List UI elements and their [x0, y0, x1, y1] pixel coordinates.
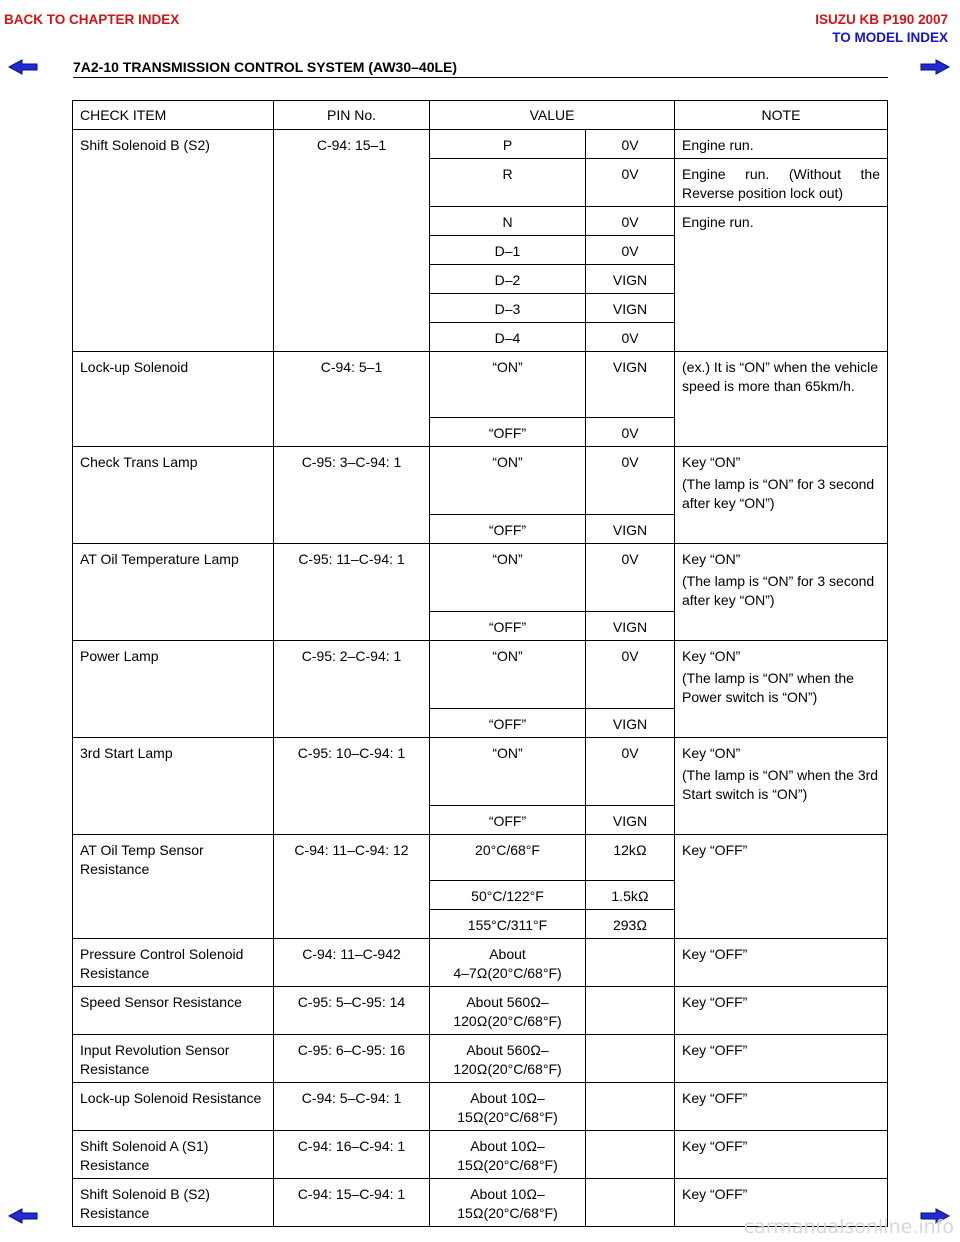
- value-reading: VIGN: [586, 352, 675, 418]
- value-reading: [586, 939, 675, 987]
- check-item: Input Revolution Sensor Resistance: [73, 1035, 274, 1083]
- pin-no: C-94: 5–1: [274, 352, 430, 447]
- value-condition: [430, 987, 586, 1035]
- value-reading: VIGN: [586, 265, 675, 294]
- value-reading: 0V: [586, 641, 675, 709]
- table-row: [73, 130, 888, 159]
- value-condition: [430, 939, 586, 987]
- page-header-title: 7A2-10 TRANSMISSION CONTROL SYSTEM (AW30–40LE): [73, 59, 458, 75]
- table-row: [73, 939, 888, 987]
- value-reading: 0V: [586, 236, 675, 265]
- value-reading: 0V: [586, 207, 675, 236]
- check-item: Shift Solenoid A (S1) Resistance: [73, 1131, 274, 1179]
- value-condition: [430, 1131, 586, 1179]
- note: Key “OFF”: [675, 1083, 888, 1131]
- value-reading: 0V: [586, 323, 675, 352]
- value-condition: “OFF”: [430, 709, 586, 738]
- note-line: Key “ON”: [682, 648, 741, 664]
- value-reading: VIGN: [586, 709, 675, 738]
- value-line: 120Ω(20°C/68°F): [453, 1061, 562, 1077]
- value-line: 15Ω(20°C/68°F): [457, 1109, 558, 1125]
- check-item: 3rd Start Lamp: [73, 738, 274, 835]
- value-condition: [430, 1035, 586, 1083]
- value-line: 15Ω(20°C/68°F): [457, 1157, 558, 1173]
- value-line: 15Ω(20°C/68°F): [457, 1205, 558, 1221]
- value-reading: [586, 1035, 675, 1083]
- value-reading: VIGN: [586, 294, 675, 323]
- value-condition: 155°C/311°F: [430, 910, 586, 939]
- value-reading: 293Ω: [586, 910, 675, 939]
- check-item: Power Lamp: [73, 641, 274, 738]
- check-item: Speed Sensor Resistance: [73, 987, 274, 1035]
- value-reading: [586, 1179, 675, 1227]
- note-line: Key “ON”: [682, 745, 741, 761]
- value-condition: “OFF”: [430, 418, 586, 447]
- value-line: About 10Ω–: [470, 1090, 545, 1106]
- table-row: [73, 641, 888, 709]
- pin-no: C-94: 11–C-942: [274, 939, 430, 987]
- value-condition: [430, 1179, 586, 1227]
- value-condition: [430, 1083, 586, 1131]
- value-condition: D–2: [430, 265, 586, 294]
- pin-no: C-95: 11–C-94: 1: [274, 544, 430, 641]
- watermark: carmanualsonline.info: [743, 1216, 954, 1238]
- value-condition: “ON”: [430, 641, 586, 709]
- note: [675, 544, 888, 641]
- note: Engine run. (Without the Reverse position lock out): [675, 159, 888, 207]
- previous-page-arrow-icon[interactable]: [8, 58, 38, 76]
- note: [675, 447, 888, 544]
- value-line: About 560Ω–: [466, 1042, 549, 1058]
- previous-page-arrow-bottom-icon[interactable]: [8, 1207, 38, 1225]
- next-page-arrow-icon[interactable]: [920, 58, 950, 76]
- check-item: Shift Solenoid B (S2): [73, 130, 274, 352]
- table-row: [73, 544, 888, 612]
- pin-no: C-94: 11–C-94: 12: [274, 835, 430, 939]
- note: Key “OFF”: [675, 1179, 888, 1227]
- table-row: [73, 447, 888, 515]
- value-line: About 560Ω–: [466, 994, 549, 1010]
- check-table: [72, 100, 888, 1227]
- note: Engine run.: [675, 130, 888, 159]
- back-to-chapter-index-link[interactable]: BACK TO CHAPTER INDEX: [4, 12, 180, 27]
- value-line: 120Ω(20°C/68°F): [453, 1013, 562, 1029]
- value-reading: VIGN: [586, 806, 675, 835]
- value-reading: VIGN: [586, 612, 675, 641]
- value-reading: 1.5kΩ: [586, 881, 675, 910]
- note: Key “OFF”: [675, 987, 888, 1035]
- note-detail: (The lamp is “ON” for 3 second after key “ON”): [682, 476, 875, 511]
- value-condition: D–1: [430, 236, 586, 265]
- value-line: About: [489, 946, 526, 962]
- value-reading: [586, 987, 675, 1035]
- check-item: Lock-up Solenoid: [73, 352, 274, 447]
- pin-no: C-95: 3–C-94: 1: [274, 447, 430, 544]
- value-condition: P: [430, 130, 586, 159]
- value-reading: [586, 1083, 675, 1131]
- check-item: Lock-up Solenoid Resistance: [73, 1083, 274, 1131]
- table-row: [73, 1131, 888, 1179]
- value-reading: 0V: [586, 738, 675, 806]
- note: Key “OFF”: [675, 939, 888, 987]
- table-row: [73, 352, 888, 418]
- header-divider: [73, 77, 888, 78]
- column-header-pin: PIN No.: [274, 101, 430, 130]
- note: Key “OFF”: [675, 835, 888, 939]
- pin-no: C-95: 6–C-95: 16: [274, 1035, 430, 1083]
- value-condition: “OFF”: [430, 806, 586, 835]
- table-row: [73, 1035, 888, 1083]
- value-condition: “ON”: [430, 352, 586, 418]
- value-condition: “ON”: [430, 738, 586, 806]
- value-condition: D–3: [430, 294, 586, 323]
- value-condition: R: [430, 159, 586, 207]
- pin-no: C-94: 16–C-94: 1: [274, 1131, 430, 1179]
- value-condition: “OFF”: [430, 612, 586, 641]
- to-model-index-link[interactable]: TO MODEL INDEX: [832, 30, 948, 45]
- value-condition: N: [430, 207, 586, 236]
- column-header-value: VALUE: [430, 101, 675, 130]
- value-reading: 0V: [586, 130, 675, 159]
- column-header-note: NOTE: [675, 101, 888, 130]
- value-reading: 0V: [586, 418, 675, 447]
- pin-no: C-94: 15–C-94: 1: [274, 1179, 430, 1227]
- value-line: About 10Ω–: [470, 1186, 545, 1202]
- note-detail: (The lamp is “ON” when the Power switch is “ON”): [682, 670, 854, 705]
- value-condition: “ON”: [430, 447, 586, 515]
- value-reading: 0V: [586, 447, 675, 515]
- table-header-row: [73, 101, 888, 130]
- check-item: AT Oil Temp Sensor Resistance: [73, 835, 274, 939]
- pin-no: C-94: 5–C-94: 1: [274, 1083, 430, 1131]
- check-item: AT Oil Temperature Lamp: [73, 544, 274, 641]
- value-condition: 50°C/122°F: [430, 881, 586, 910]
- note-detail: (The lamp is “ON” for 3 second after key “ON”): [682, 573, 875, 608]
- value-reading: [586, 1131, 675, 1179]
- value-line: 4–7Ω(20°C/68°F): [453, 965, 562, 981]
- value-condition: 20°C/68°F: [430, 835, 586, 881]
- value-reading: 0V: [586, 544, 675, 612]
- column-header-check-item: CHECK ITEM: [73, 101, 274, 130]
- note-line: Key “ON”: [682, 454, 741, 470]
- pin-no: C-95: 2–C-94: 1: [274, 641, 430, 738]
- note-detail: (The lamp is “ON” when the 3rd Start switch is “ON”): [682, 767, 879, 802]
- value-reading: 12kΩ: [586, 835, 675, 881]
- value-reading: VIGN: [586, 515, 675, 544]
- pin-no: C-95: 10–C-94: 1: [274, 738, 430, 835]
- note-line: Key “ON”: [682, 551, 741, 567]
- note: Key “OFF”: [675, 1131, 888, 1179]
- note: Key “OFF”: [675, 1035, 888, 1083]
- table-row: [73, 987, 888, 1035]
- note: (ex.) It is “ON” when the vehicle speed is more than 65km/h.: [675, 352, 888, 447]
- table-row: [73, 1083, 888, 1131]
- value-reading: 0V: [586, 159, 675, 207]
- check-item: Check Trans Lamp: [73, 447, 274, 544]
- note: [675, 641, 888, 738]
- pin-no: C-95: 5–C-95: 14: [274, 987, 430, 1035]
- table-row: [73, 835, 888, 881]
- value-condition: “OFF”: [430, 515, 586, 544]
- note: Engine run.: [675, 207, 888, 352]
- pin-no: C-94: 15–1: [274, 130, 430, 352]
- table-row: [73, 738, 888, 806]
- check-item: Pressure Control Solenoid Resistance: [73, 939, 274, 987]
- note: [675, 738, 888, 835]
- value-condition: “ON”: [430, 544, 586, 612]
- value-line: About 10Ω–: [470, 1138, 545, 1154]
- value-condition: D–4: [430, 323, 586, 352]
- model-title: ISUZU KB P190 2007: [815, 12, 948, 27]
- check-item: Shift Solenoid B (S2) Resistance: [73, 1179, 274, 1227]
